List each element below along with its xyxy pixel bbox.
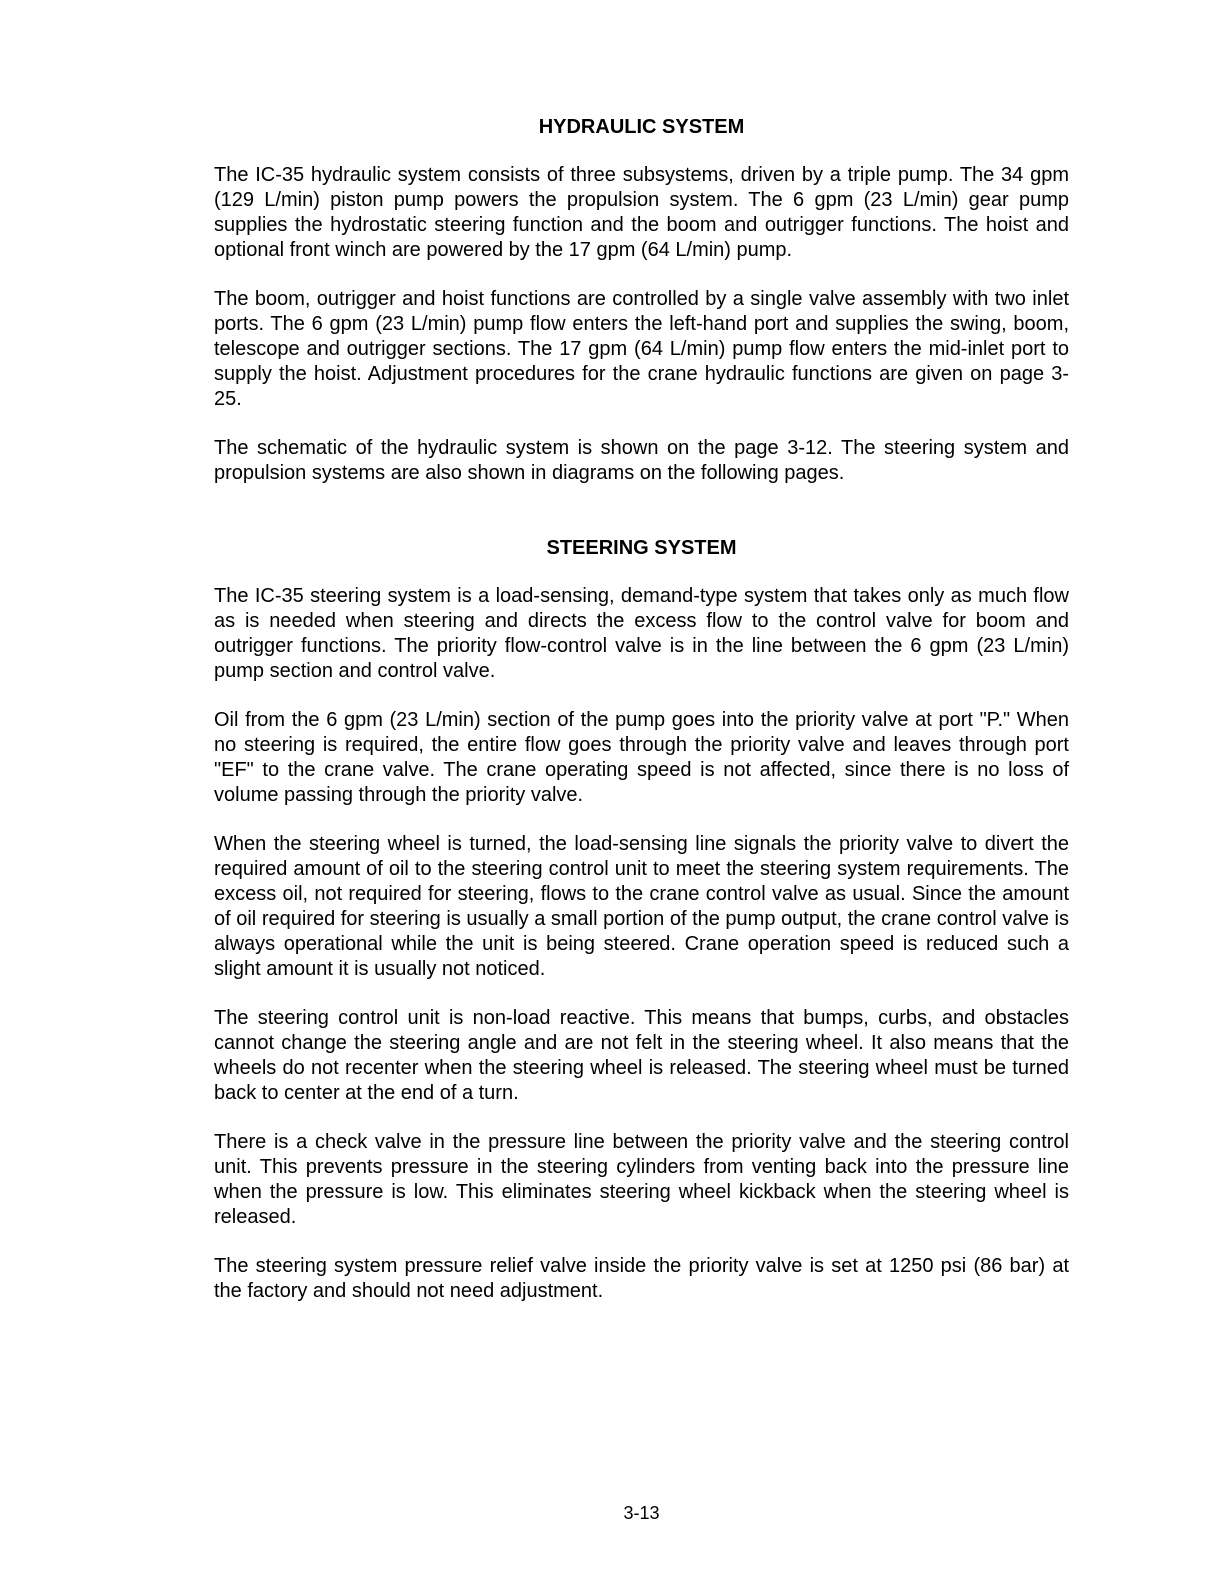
hydraulic-system-section [214, 113, 1069, 486]
paragraph: Oil from the 6 gpm (23 L/min) section of the pump goes into the priority valve at port "P." When no steering is required, the entire flow goes through the priority valve and leaves through port "EF" to the crane valve. The crane operating speed is not affected, since there is no loss of volume passing through the priority valve. [214, 709, 1069, 806]
section-heading: STEERING SYSTEM [546, 537, 737, 559]
section-heading: HYDRAULIC SYSTEM [538, 116, 745, 138]
paragraph: The boom, outrigger and hoist functions are controlled by a single valve assembly with two inlet ports. The 6 gpm (23 L/min) pump flow enters the left-hand port and supplies the swing, boom, telescope and outrigger sections. The 17 gpm (64 L/min) pump flow enters the mid-inlet port to supply the hoist. Adjustment procedures for the crane hydraulic functions are given on page 3-25. [214, 288, 1069, 410]
paragraph: The steering system pressure relief valve inside the priority valve is set at 1250 psi (86 bar) at the factory and should not need adjustment. [214, 1255, 1069, 1302]
paragraph: There is a check valve in the pressure line between the priority valve and the steering control unit. This prevents pressure in the steering cylinders from venting back into the pressure line when the pressure is low. This eliminates steering wheel kickback when the steering wheel is released. [214, 1131, 1069, 1228]
document-body [214, 113, 1069, 1304]
paragraph: The steering control unit is non-load reactive. This means that bumps, curbs, and obstacles cannot change the steering angle and are not felt in the steering wheel. It also means that the wheels do not recenter when the steering wheel is released. The steering wheel must be turned back to center at the end of a turn. [214, 1007, 1069, 1104]
page-number: 3-13 [623, 1503, 660, 1523]
paragraph: The IC-35 hydraulic system consists of three subsystems, driven by a triple pump. The 34 gpm (129 L/min) piston pump powers the propulsion system. The 6 gpm (23 L/min) gear pump supplies the hydrostatic steering function and the boom and outrigger functions. The hoist and optional front winch are powered by the 17 gpm (64 L/min) pump. [214, 164, 1069, 261]
paragraph: The IC-35 steering system is a load-sensing, demand-type system that takes only as much flow as is needed when steering and directs the excess flow to the control valve for boom and outrigger functions. The priority flow-control valve is in the line between the 6 gpm (23 L/min) pump section and control valve. [214, 585, 1069, 682]
steering-system-section [214, 534, 1069, 1304]
paragraph: When the steering wheel is turned, the load-sensing line signals the priority valve to divert the required amount of oil to the steering control unit to meet the steering system requirements. The excess oil, not required for steering, flows to the crane control valve as usual. Since the amount of oil required for steering is usually a small portion of the pump output, the crane control valve is always operational while the unit is being steered. Crane operation speed is reduced such a slight amount it is usually not noticed. [214, 833, 1069, 980]
paragraph: The schematic of the hydraulic system is shown on the page 3-12. The steering system and propulsion systems are also shown in diagrams on the following pages. [214, 437, 1069, 484]
